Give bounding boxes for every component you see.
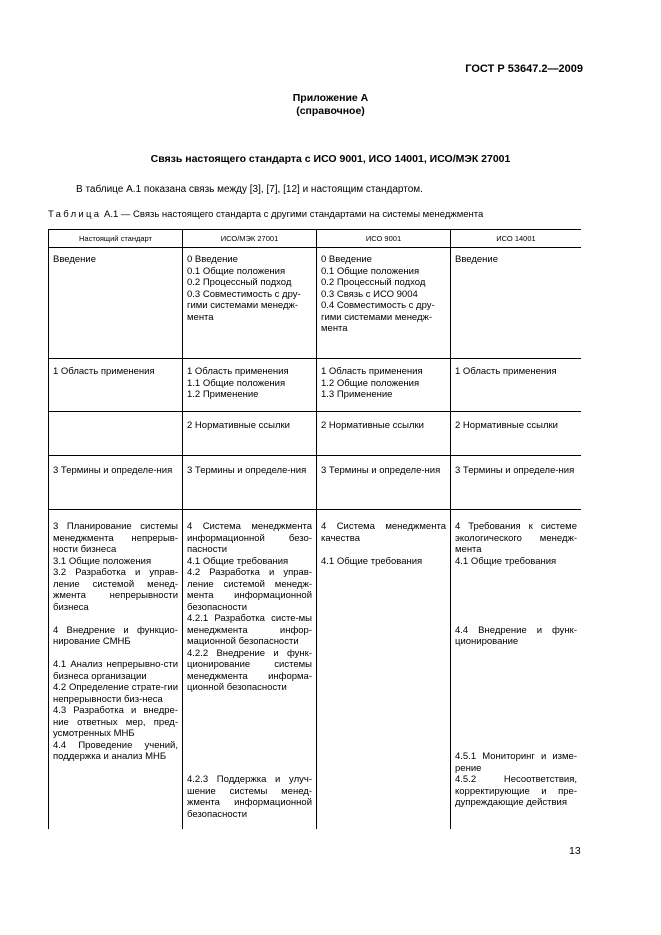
table-cell-iso-14001 (451, 248, 582, 359)
cell-line: 0.3 Связь с ИСО 9004 (321, 288, 418, 300)
cell-line: 4 Система менеджмента качества (321, 521, 446, 544)
table-row (49, 510, 582, 830)
cell-line: 1 Область применения (455, 366, 557, 377)
cell-line (53, 648, 178, 660)
intro-paragraph: В таблице А.1 показана связь между [3], [7], [12] и настоящим стандартом. (76, 184, 423, 195)
table-cell-this-standard (49, 248, 183, 359)
table-caption-text: А.1 — Связь настоящего стандарта с другими стандартами на системы менеджмента (101, 209, 484, 220)
document-code: ГОСТ Р 53647.2—2009 (465, 63, 583, 75)
cell-line: 4.1 Общие требования (455, 555, 557, 567)
table-cell-iso-iec-27001 (183, 248, 317, 359)
cell-line: 0.1 Общие положения (321, 265, 420, 277)
cell-line: 4 Требования к системе экологического менедж-мента (455, 521, 577, 555)
comparison-table-frame (48, 229, 581, 829)
table-cell-iso-9001 (317, 248, 451, 359)
cell-line (455, 648, 577, 660)
cell-line: 2 Нормативные ссылки (321, 420, 424, 431)
cell-line: 2 Нормативные ссылки (455, 420, 558, 431)
cell-line: 4.2 Разработка и управ-ление системой менедж-мента информационной безопасности (187, 567, 312, 613)
cell-line: 4.2.2 Внедрение и функ-ционирование системы менеджмента информа-ционной безопасности (187, 647, 312, 693)
appendix-heading (0, 92, 661, 118)
table-cell-iso-iec-27001 (183, 359, 317, 412)
cell-line (455, 613, 577, 625)
cell-line (455, 682, 577, 694)
table-row (49, 248, 582, 359)
comparison-table (48, 229, 581, 829)
table-cell-iso-iec-27001 (183, 456, 317, 510)
header-iso-14001: ИСО 14001 (451, 230, 582, 248)
cell-line (187, 751, 312, 763)
cell-line: 3 Термины и определе-ния (187, 465, 307, 476)
header-iso-iec-27001: ИСО/МЭК 27001 (183, 230, 317, 248)
table-caption (48, 209, 483, 220)
cell-line: 3 Термины и определе-ния (321, 465, 441, 476)
table-caption-label: Таблица (48, 209, 102, 220)
cell-line: 4 Внедрение и функцио-нирование СМНБ (53, 624, 178, 647)
cell-line (187, 694, 312, 706)
cell-line: 1 Область применения (321, 366, 423, 377)
table-cell-iso-9001 (317, 412, 451, 456)
cell-line (187, 717, 312, 729)
cell-line (455, 705, 577, 717)
cell-line (187, 705, 312, 717)
table-header-row (49, 230, 582, 248)
cell-line (455, 659, 577, 671)
cell-line (455, 590, 577, 602)
cell-line: 4.2.3 Поддержка и улуч-шение системы менед-жмента информационной безопасности (187, 774, 312, 820)
cell-line: 0.2 Процессный подход (187, 277, 292, 288)
table-cell-iso-iec-27001 (183, 510, 317, 830)
table-cell-iso-14001 (451, 510, 582, 830)
table-row (49, 412, 582, 456)
table-cell-iso-14001 (451, 456, 582, 510)
cell-line: 3.1 Общие положения (53, 555, 152, 567)
cell-line: 0 Введение (321, 254, 372, 265)
cell-line: 1 Область применения (53, 366, 155, 377)
table-cell-iso-9001 (317, 359, 451, 412)
cell-line (187, 728, 312, 740)
cell-line: 4.1 Общие требования (187, 555, 289, 567)
cell-line: Введение (53, 254, 97, 265)
table-cell-iso-14001 (451, 359, 582, 412)
cell-line: 3 Термины и определе-ния (53, 465, 173, 476)
cell-line: 3.2 Разработка и управ-ление системой менед-жмента непрерывности бизнеса (53, 567, 178, 613)
cell-line: 4.3 Разработка и внедре-ние ответных мер, пред-усмотренных МНБ (53, 705, 178, 739)
page-number: 13 (569, 845, 581, 857)
appendix-title: Приложение А (292, 92, 369, 104)
cell-line: 4.4 Внедрение и функ-ционирование (455, 624, 577, 647)
header-iso-9001: ИСО 9001 (317, 230, 451, 248)
cell-line: 1.2 Применение (187, 389, 259, 400)
cell-line (455, 602, 577, 614)
cell-line: 4.5.1 Мониторинг и изме-рение (455, 751, 577, 774)
table-cell-iso-14001 (451, 412, 582, 456)
cell-line (321, 544, 446, 556)
cell-line (187, 763, 312, 775)
cell-line (187, 740, 312, 752)
table-row (49, 359, 582, 412)
header-this-standard: Настоящий стандарт (49, 230, 183, 248)
cell-line (455, 728, 577, 740)
cell-line: 0 Введение (187, 254, 238, 265)
table-row (49, 456, 582, 510)
cell-line (455, 567, 577, 579)
cell-line: 0.2 Процессный подход (321, 277, 426, 288)
cell-line: 4.2 Определение страте-гии непрерывности биз-неса (53, 682, 178, 705)
table-cell-this-standard (49, 412, 183, 456)
cell-line (455, 717, 577, 729)
cell-line: 0.3 Совместимость с дру-гими системами менедж-мента (187, 288, 301, 323)
cell-line: 0.1 Общие положения (187, 265, 286, 277)
cell-line: Введение (455, 254, 499, 265)
table-cell-this-standard (49, 510, 183, 830)
cell-line: 4.2.1 Разработка систе-мы менеджмента инфор-мационной безопасности (187, 613, 312, 647)
section-title: Связь настоящего стандарта с ИСО 9001, ИСО 14001, ИСО/МЭК 27001 (150, 153, 511, 165)
cell-line: 4.5.2 Несоответствия, корректирующие и пре-дупреждающие действия (455, 774, 577, 808)
cell-line: 2 Нормативные ссылки (187, 420, 290, 431)
table-cell-iso-9001 (317, 510, 451, 830)
cell-line: 4 Система менеджмента информационной безо-пасности (187, 521, 312, 555)
table-cell-iso-9001 (317, 456, 451, 510)
cell-line: 1.3 Применение (321, 389, 393, 400)
cell-line: 4.1 Общие требования (321, 555, 423, 567)
cell-line (53, 613, 178, 625)
cell-line: 4.4 Проведение учений, поддержка и анализ МНБ (53, 739, 178, 762)
cell-line (455, 694, 577, 706)
cell-line: 1.2 Общие положения (321, 377, 420, 389)
cell-line: 4.1 Анализ непрерывно-сти бизнеса организации (53, 659, 178, 682)
cell-line (455, 671, 577, 683)
cell-line: 1.1 Общие положения (187, 377, 286, 389)
table-cell-this-standard (49, 456, 183, 510)
cell-line (455, 579, 577, 591)
table-cell-iso-iec-27001 (183, 412, 317, 456)
appendix-subtitle: (справочное) (296, 105, 365, 117)
cell-line (455, 740, 577, 752)
cell-line: 3 Планирование системы менеджмента непрерыв-ности бизнеса (53, 521, 178, 555)
cell-line: 1 Область применения (187, 366, 289, 377)
cell-line: 0.4 Совместимость с дру-гими системами менедж-мента (321, 300, 435, 334)
table-cell-this-standard (49, 359, 183, 412)
cell-line: 3 Термины и определе-ния (455, 465, 575, 476)
